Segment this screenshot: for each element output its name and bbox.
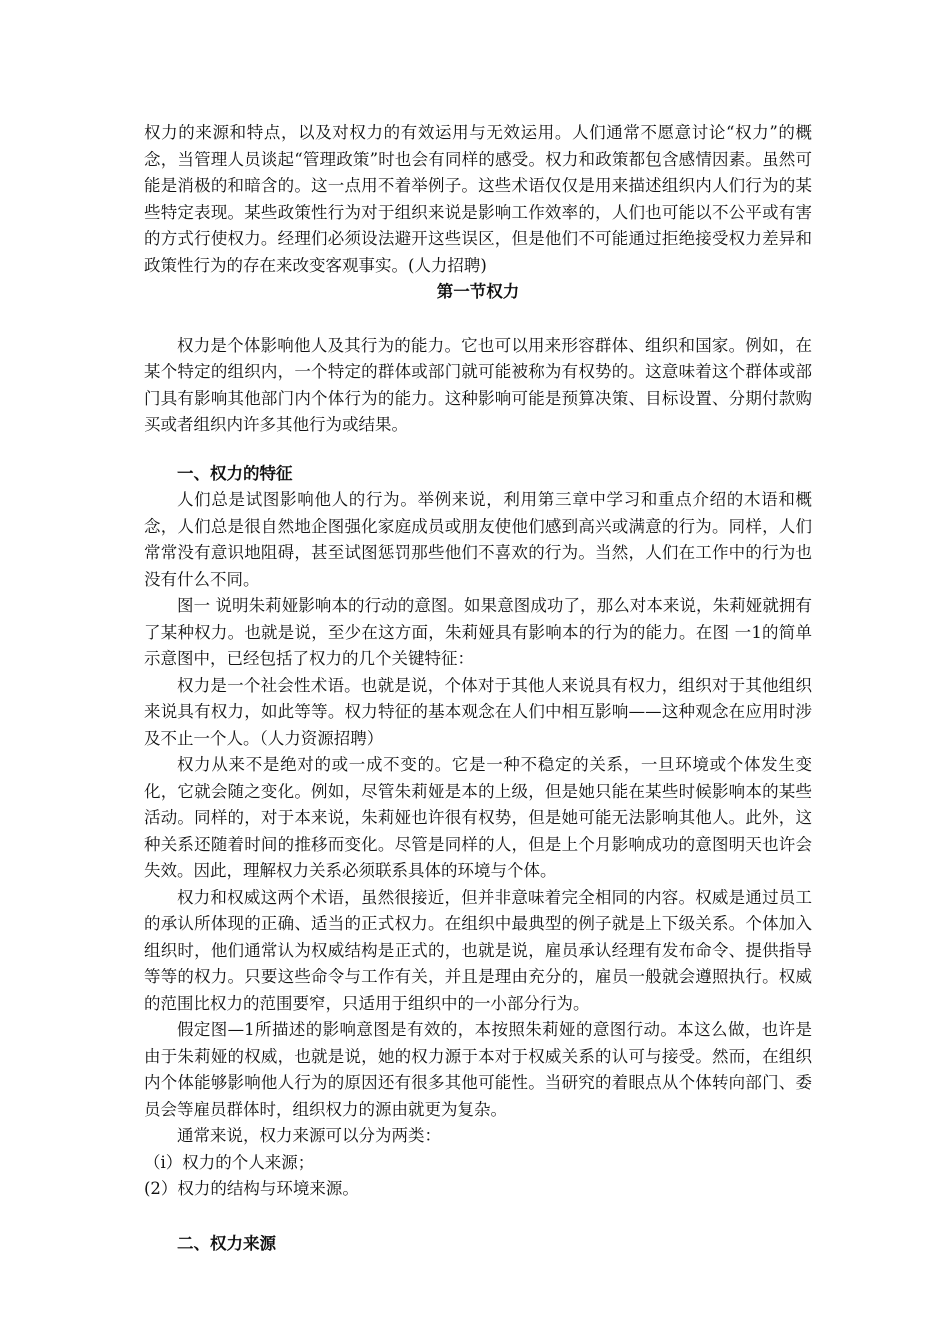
section-title: 第一节权力 [436,282,520,301]
intro-paragraph: 权力的来源和特点，以及对权力的有效运用与无效运用。人们通常不愿意讨论“权力”的概念，当管理人员谈起“管理政策”时也会有同样的感受。权力和政策都包含感情因素。虽然可能是消极的和暗含的。这一点用不着举例子。这些术语仅仅是用来描述组织内人们行为的某些特定表现。某些政策性行为对于组织来说是影响工作效率的，人们也可能以不公平或有害的方式行使权力。经理们必须设法避开这些误区，但是他们不可能通过拒绝接受权力差异和政策性行为的存在来改变客观事实。(人力招聘) [144,123,812,275]
paragraph-source-categories: 通常来说，权力来源可以分为两类： [177,1126,441,1145]
paragraph-figure-intent: 图一 说明朱莉娅影响本的行动的意图。如果意图成功了，那么对本来说，朱莉娅就拥有了某种权力。也就是说，至少在这方面，朱莉娅具有影响本的行为的能力。在图 一1的简单示意图中，已经包括了权力的几个关键特征： [144,596,812,668]
paragraph-figure-effective: 假定图—1所描述的影响意图是有效的，本按照朱莉娅的意图行动。本这么做，也许是由于朱莉娅的权威，也就是说，她的权力源于本对于权威关系的认可与接受。然而，在组织内个体能够影响他人行为的原因还有很多其他可能性。当研究的着眼点从个体转向部门、委员会等雇员群体时，组织权力的源由就更为复杂。 [144,1020,812,1119]
paragraph-social-term: 权力是一个社会性术语。也就是说，个体对于其他人来说具有权力，组织对于其他组织来说具有权力，如此等等。权力特征的基本观念在人们中相互影响——这种观念在应用时涉及不止一个人。（人力资源招聘） [144,675,812,748]
paragraph-power-not-absolute: 权力从来不是绝对的或一成不变的。它是一种不稳定的关系，一旦环境或个体发生变化，它就会随之变化。例如，尽管朱莉娅是本的上级，但是她只能在某些时候影响本的某些活动。同样的，对于本来说，朱莉娅也许很有权势，但是她可能无法影响其他人。此外，这种关系还随着时间的推移而变化。尽管是同样的人，但是上个月影响成功的意图明天也许会失效。因此，理解权力关系必须联系具体的环境与个体。 [144,755,812,880]
paragraph-power-vs-authority: 权力和权威这两个术语，虽然很接近，但并非意味着完全相同的内容。权威是通过员工的承认所体现的正确、适当的正式权力。在组织中最典型的例子就是上下级关系。个体加入组织时，他们通常认为权威结构是正式的，也就是说，雇员承认经理有发布命令、提供指导等等的权力。只要这些命令与工作有关，并且是理由充分的，雇员一般就会遵照执行。权威的范围比权力的范围要窄，只适用于组织中的一小部分行为。 [144,887,812,1013]
subsection-title-characteristics: 一、权力的特征 [177,463,293,483]
subsection-title-sources: 二、权力来源 [177,1233,276,1253]
list-item-personal-source: （i）权力的个人来源； [144,1152,315,1172]
document-page [144,120,812,1257]
list-item-structural-source: (2）权力的结构与环境来源。 [144,1179,359,1198]
paragraph-influence-behavior: 人们总是试图影响他人的行为。举例来说，利用第三章中学习和重点介绍的木语和概念，人们总是很自然地企图强化家庭成员或朋友使他们感到高兴或满意的行为。同样，人们常常没有意识地阻碍，甚至试图惩罚那些他们不喜欢的行为。当然，人们在工作中的行为也没有什么不同。 [144,490,812,589]
section-paragraph: 权力是个体影响他人及其行为的能力。它也可以用来形容群体、组织和国家。例如，在某个特定的组织内，一个特定的群体或部门就可能被称为有权势的。这意味着这个群体或部门具有影响其他部门内个体行为的能力。这种影响可能是预算决策、目标设置、分期付款购买或者组织内许多其他行为或结果。 [144,335,812,434]
